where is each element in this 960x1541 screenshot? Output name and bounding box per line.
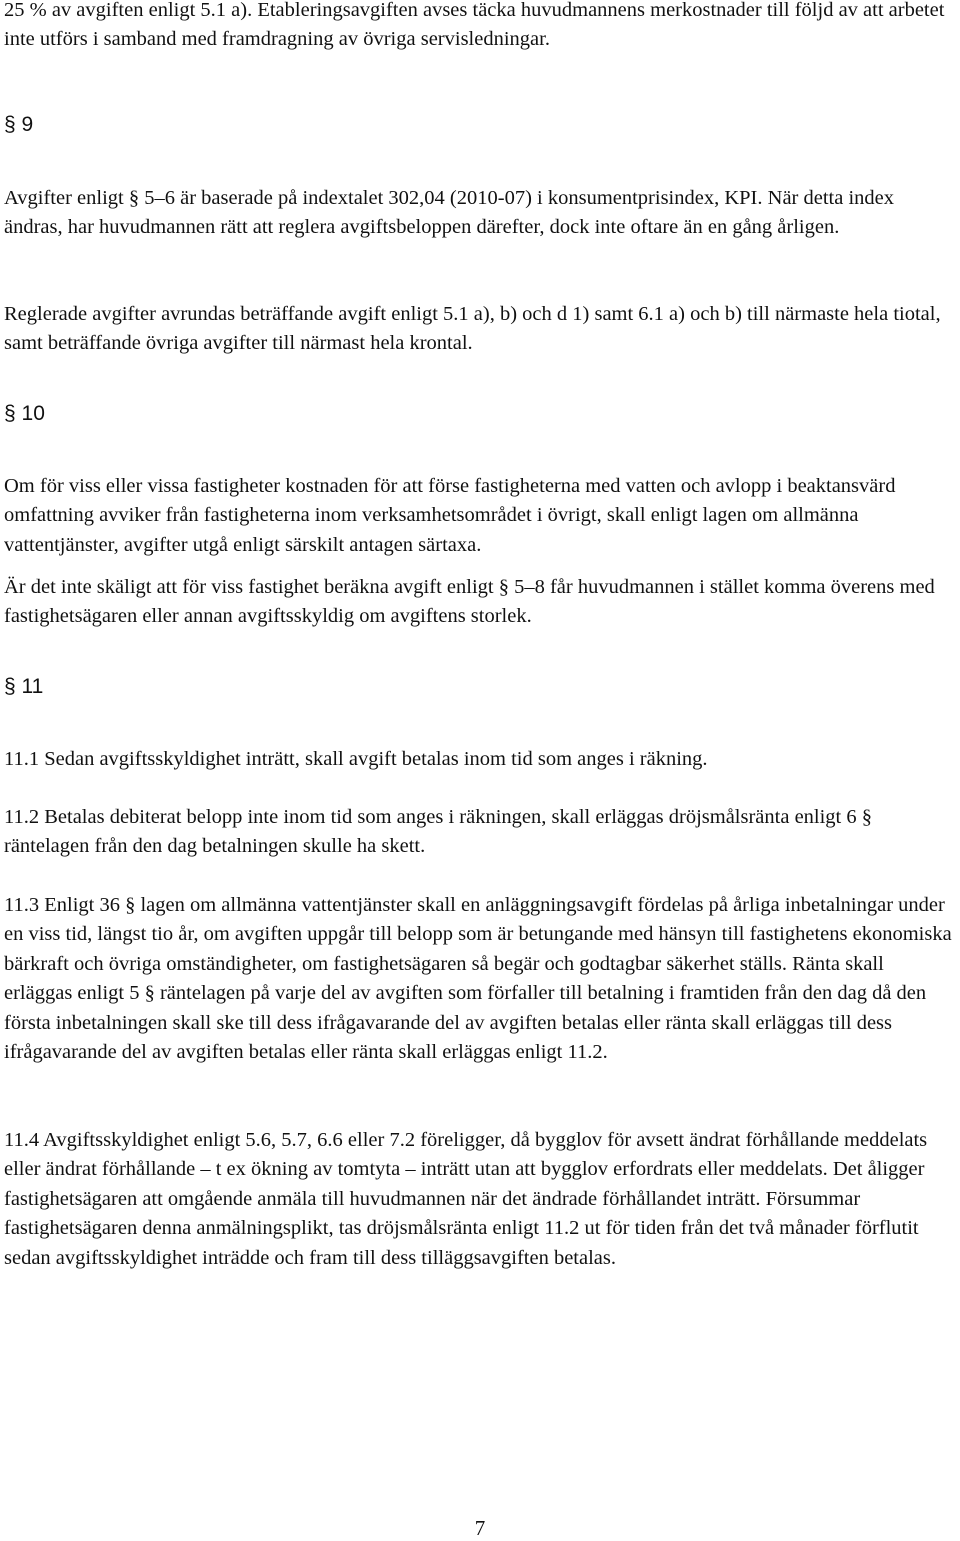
section-heading-9: § 9: [4, 113, 34, 136]
paragraph-etableringsavgift: 25 % av avgiften enligt 5.1 a). Etableringsavgiften avses täcka huvudmannens merkostnader till följd av att arbetet inte utförs i samband med framdragning av övriga servisledningar.: [4, 0, 945, 51]
paragraph-11-2: 11.2 Betalas debiterat belopp inte inom tid som anges i räkningen, skall erläggas dröjsmålsränta enligt 6 § räntelagen från den dag betalningen skulle ha skett.: [4, 806, 873, 858]
paragraph-11-1: 11.1 Sedan avgiftsskyldighet inträtt, skall avgift betalas inom tid som anges i räkning.: [4, 748, 708, 770]
paragraph-11-4: 11.4 Avgiftsskyldighet enligt 5.6, 5.7, 6.6 eller 7.2 föreligger, då bygglov för avsett ändrat förhållande meddelats eller ändrat förhållande – t ex ökning av tomtyta – inträtt utan att bygglov erfordrats eller meddelats. Det åligger fastighetsägaren att omgående anmäla till huvudmannen när det ändrade förhållandet inträtt. Försummar fastighetsägaren denna anmälningsplikt, tas dröjsmålsränta enligt 11.2 ut för tiden från det två månader förflutit sedan avgiftsskyldighet inträdde och fram till dess tilläggsavgiften betalas.: [4, 1129, 928, 1269]
paragraph-agreement: Är det inte skäligt att för viss fastighet beräkna avgift enligt § 5–8 får huvudmannen i stället komma överens med fastighetsägaren eller annan avgiftsskyldig om avgiftens storlek.: [4, 576, 935, 628]
section-heading-10: § 10: [4, 402, 45, 425]
section-heading-11: § 11: [4, 675, 44, 698]
paragraph-special-tariff: Om för viss eller vissa fastigheter kostnaden för att förse fastigheterna med vatten och avlopp i beaktansvärd omfattning avviker från fastigheterna inom verksamhetsområdet i övrigt, skall enligt lagen om allmänna vattentjänster, avgifter utgå enligt särskilt antagen särtaxa.: [4, 475, 896, 556]
paragraph-index-adjustment: Avgifter enligt § 5–6 är baserade på indextalet 302,04 (2010-07) i konsumentprisindex, KPI. När detta index ändras, har huvudmannen rätt att reglera avgiftsbeloppen därefter, dock inte oftare än en gång årligen.: [4, 187, 894, 239]
page-number: 7: [474, 1516, 486, 1540]
paragraph-11-3: 11.3 Enligt 36 § lagen om allmänna vattentjänster skall en anläggningsavgift fördelas på årliga inbetalningar under en viss tid, längst tio år, om avgiften uppgår till belopp som är betungande med hänsyn till fastighetens ekonomiska bärkraft och övriga omständigheter, om fastighetsägaren så begär och godtagbar säkerhet ställs. Ränta skall erläggas enligt 5 § räntelagen på varje del av avgiften som förfaller till betalning i framtiden från den dag då den första inbetalningen skall ske till dess ifrågavarande del av avgiften betalas eller ränta skall erläggas till dess ifrågavarande del av avgiften betalas eller ränta skall erläggas enligt 11.2.: [4, 894, 952, 1064]
paragraph-rounding: Reglerade avgifter avrundas beträffande avgift enligt 5.1 a), b) och d 1) samt 6.1 a) och b) till närmaste hela tiotal, samt beträffande övriga avgifter till närmast hela krontal.: [4, 303, 941, 355]
